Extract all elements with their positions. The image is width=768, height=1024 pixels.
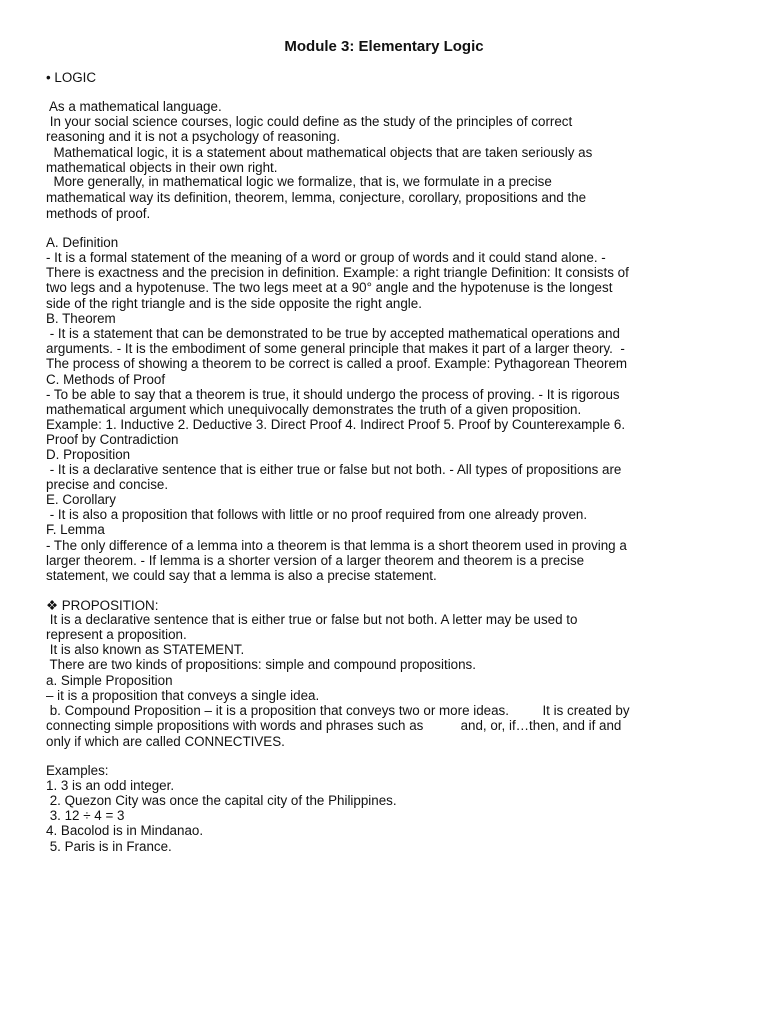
text-line: It is also known as STATEMENT.	[46, 642, 245, 657]
text-line: D. Proposition	[46, 447, 131, 462]
text-line: mathematical way its definition, theorem, lemma, conjecture, corollary, propositions and the	[46, 190, 587, 205]
text-line: statement, we could say that a lemma is also a precise statement.	[46, 568, 437, 583]
document-title: Module 3: Elementary Logic	[284, 38, 484, 55]
text-line: A. Definition	[46, 235, 119, 250]
text-line: The process of showing a theorem to be correct is called a proof. Example: Pythagorean Theorem	[46, 356, 628, 371]
text-line: – it is a proposition that conveys a single idea.	[46, 688, 320, 703]
text-line: There is exactness and the precision in definition. Example: a right triangle Definition: It consists of	[46, 265, 629, 280]
text-line: ❖ PROPOSITION:	[46, 598, 159, 613]
text-line: reasoning and it is not a psychology of reasoning.	[46, 129, 341, 144]
text-line: More generally, in mathematical logic we formalize, that is, we formulate in a precise	[46, 174, 552, 189]
text-line: larger theorem. - If lemma is a shorter version of a larger theorem and theorem is a precise	[46, 553, 585, 568]
text-line: • LOGIC	[46, 70, 97, 85]
text-line: side of the right triangle and is the side opposite the right angle.	[46, 296, 422, 311]
text-line: F. Lemma	[46, 522, 105, 537]
text-line: Examples:	[46, 763, 109, 778]
text-line: 4. Bacolod is in Mindanao.	[46, 823, 204, 838]
text-line: represent a proposition.	[46, 627, 187, 642]
text-line: 2. Quezon City was once the capital city of the Philippines.	[46, 793, 397, 808]
text-line: precise and concise.	[46, 477, 169, 492]
text-line: methods of proof.	[46, 206, 151, 221]
text-line: B. Theorem	[46, 311, 116, 326]
text-line: Mathematical logic, it is a statement about mathematical objects that are taken seriously as	[46, 145, 593, 160]
text-line: - It is a declarative sentence that is either true or false but not both. - All types of propositions are	[46, 462, 622, 477]
text-line: 3. 12 ÷ 4 = 3	[46, 808, 125, 823]
text-line: mathematical argument which unequivocally demonstrates the truth of a given proposition.	[46, 402, 582, 417]
text-line: - It is also a proposition that follows with little or no proof required from one already proven.	[46, 507, 588, 522]
text-line: - It is a formal statement of the meaning of a word or group of words and it could stand alone. -	[46, 250, 606, 265]
text-line: C. Methods of Proof	[46, 372, 166, 387]
text-line: connecting simple propositions with words and phrases such as and, or, if…then, and if and	[46, 718, 622, 733]
text-line: Proof by Contradiction	[46, 432, 179, 447]
text-line: b. Compound Proposition – it is a proposition that conveys two or more ideas. It is created by	[46, 703, 630, 718]
text-line: 1. 3 is an odd integer.	[46, 778, 175, 793]
text-line: arguments. - It is the embodiment of some general principle that makes it part of a larger theory. -	[46, 341, 625, 356]
text-line: - It is a statement that can be demonstrated to be true by accepted mathematical operations and	[46, 326, 620, 341]
text-line: E. Corollary	[46, 492, 116, 507]
text-line: Example: 1. Inductive 2. Deductive 3. Direct Proof 4. Indirect Proof 5. Proof by Counterexample 6.	[46, 417, 626, 432]
text-line: - The only difference of a lemma into a theorem is that lemma is a short theorem used in proving a	[46, 538, 627, 553]
text-line: - To be able to say that a theorem is true, it should undergo the process of proving. - It is rigorous	[46, 387, 620, 402]
text-line: As a mathematical language.	[46, 99, 222, 114]
text-line: 5. Paris is in France.	[46, 839, 172, 854]
text-line: two legs and a hypotenuse. The two legs meet at a 90° angle and the hypotenuse is the longest	[46, 280, 613, 295]
text-line: only if which are called CONNECTIVES.	[46, 734, 285, 749]
text-line: mathematical objects in their own right.	[46, 160, 278, 175]
text-line: It is a declarative sentence that is either true or false but not both. A letter may be used to	[46, 612, 578, 627]
text-line: a. Simple Proposition	[46, 673, 173, 688]
text-line: There are two kinds of propositions: simple and compound propositions.	[46, 657, 476, 672]
text-line: In your social science courses, logic could define as the study of the principles of correct	[46, 114, 573, 129]
